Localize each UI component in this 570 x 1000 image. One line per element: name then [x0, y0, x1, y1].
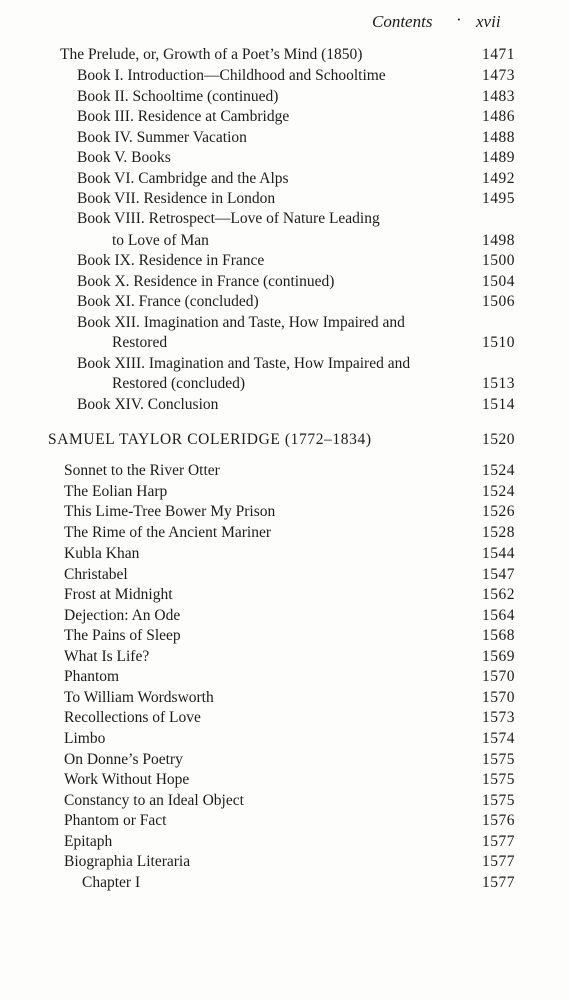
toc-entry-title: Frost at Midnight: [64, 586, 173, 603]
toc-entry-page: 1498: [482, 232, 515, 249]
toc-entry-page: 1574: [482, 730, 515, 747]
toc-entry-title: Book V. Books: [77, 149, 171, 166]
toc-entry-book: [0, 313, 570, 333]
toc-entry-title: Book VI. Cambridge and the Alps: [77, 170, 289, 187]
toc-entry-title: Book III. Residence at Cambridge: [77, 108, 290, 125]
toc-entry-title: Biographia Literaria: [64, 853, 191, 870]
toc-entry-book: [0, 209, 570, 229]
toc-entry-page: 1564: [482, 607, 515, 624]
toc-entry-book: [0, 87, 570, 107]
toc-entry-title: Book XIV. Conclusion: [77, 396, 219, 413]
toc-section-title: SAMUEL TAYLOR COLERIDGE (1772–1834): [48, 431, 372, 448]
toc-entry-title: Kubla Khan: [64, 545, 140, 562]
toc-entry-page: 1573: [482, 709, 515, 726]
toc-entry-page: 1570: [482, 689, 515, 706]
toc-entry-book: [0, 354, 570, 374]
toc-entry-title: Restored: [112, 334, 168, 351]
toc-entry-page: 1576: [482, 812, 515, 829]
toc-entry-page: 1528: [482, 524, 515, 541]
toc-entry-title: What Is Life?: [64, 648, 150, 665]
toc-entry-title: to Love of Man: [112, 232, 209, 249]
toc-entry-book: [0, 66, 570, 86]
toc-entry-page: 1492: [482, 170, 515, 187]
toc-entry-title: The Prelude, or, Growth of a Poet’s Mind (1850): [60, 46, 363, 63]
toc-entry-book: [0, 272, 570, 292]
toc-entry-page: 1575: [482, 792, 515, 809]
toc-entry-book: [0, 148, 570, 168]
toc-entry-page: 1562: [482, 586, 515, 603]
toc-entry-page: 1483: [482, 88, 515, 105]
toc-entry: [0, 482, 570, 502]
toc-entry-title: Sonnet to the River Otter: [64, 462, 220, 479]
toc-entry: [0, 585, 570, 605]
toc-entry-title: Constancy to an Ideal Object: [64, 792, 244, 809]
toc-entry: [0, 502, 570, 522]
toc-entry-page: 1488: [482, 129, 515, 146]
toc-entry-continuation: [0, 231, 570, 251]
toc-entry-page: 1577: [482, 874, 515, 891]
toc-entry-page: 1500: [482, 252, 515, 269]
toc-section-page: 1520: [482, 431, 515, 448]
toc-entry-book: [0, 169, 570, 189]
toc-entry-title: Work Without Hope: [64, 771, 190, 788]
page-number-roman: xvii: [476, 12, 501, 31]
toc-entry-title: The Pains of Sleep: [64, 627, 181, 644]
toc-entry-title: Book I. Introduction—Childhood and Schooltime: [77, 67, 386, 84]
toc-section-heading: [0, 430, 570, 450]
toc-entry-book: [0, 128, 570, 148]
toc-entry: [0, 688, 570, 708]
toc-entry: [0, 544, 570, 564]
toc-entry-title: Book IV. Summer Vacation: [77, 129, 247, 146]
toc-entry-page: 1486: [482, 108, 515, 125]
toc-entry-page: 1575: [482, 771, 515, 788]
toc-entry: [0, 729, 570, 749]
toc-entry-continuation: [0, 374, 570, 394]
toc-entry: [0, 606, 570, 626]
toc-entry-title: This Lime-Tree Bower My Prison: [64, 503, 276, 520]
toc-entry-page: 1506: [482, 293, 515, 310]
toc-entry-title: Book IX. Residence in France: [77, 252, 265, 269]
toc-entry-title: Limbo: [64, 730, 106, 747]
toc-entry: [0, 811, 570, 831]
toc-entry: [0, 626, 570, 646]
toc-entry-title: Phantom: [64, 668, 120, 685]
toc-entry-title: Restored (concluded): [112, 375, 245, 392]
toc-entry-page: 1514: [482, 396, 515, 413]
toc-entry-title: Book VII. Residence in London: [77, 190, 276, 207]
toc-entry-title: On Donne’s Poetry: [64, 751, 183, 768]
toc-entry-page: 1513: [482, 375, 515, 392]
toc-entry-page: 1570: [482, 668, 515, 685]
toc-entry-title: Book II. Schooltime (continued): [77, 88, 279, 105]
running-header: [372, 12, 532, 36]
toc-entry-book: [0, 107, 570, 127]
toc-entry: [0, 770, 570, 790]
toc-entry: [0, 832, 570, 852]
toc-entry-title: Book VIII. Retrospect—Love of Nature Leading: [77, 210, 380, 227]
toc-entry-page: 1495: [482, 190, 515, 207]
toc-entry-page: 1510: [482, 334, 515, 351]
toc-entry: [0, 461, 570, 481]
toc-entry-page: 1547: [482, 566, 515, 583]
toc-entry: [0, 852, 570, 872]
toc-entry: [0, 647, 570, 667]
toc-entry-title: The Rime of the Ancient Mariner: [64, 524, 272, 541]
toc-entry: [0, 667, 570, 687]
toc-entry-title: Book XII. Imagination and Taste, How Impaired and: [77, 314, 405, 331]
toc-entry-page: 1489: [482, 149, 515, 166]
toc-entry: [0, 708, 570, 728]
toc-entry: [0, 523, 570, 543]
running-header-title: Contents: [372, 12, 433, 31]
toc-entry-page: 1473: [482, 67, 515, 84]
toc-entry-page: 1524: [482, 483, 515, 500]
toc-entry-page: 1544: [482, 545, 515, 562]
toc-entry-title: Book XI. France (concluded): [77, 293, 259, 310]
toc-entry-page: 1568: [482, 627, 515, 644]
toc-entry-page: 1575: [482, 751, 515, 768]
toc-entry: [0, 750, 570, 770]
toc-entry-page: 1526: [482, 503, 515, 520]
toc-entry-title: Dejection: An Ode: [64, 607, 181, 624]
toc-entry-title: Book X. Residence in France (continued): [77, 273, 335, 290]
toc-entry-book: [0, 251, 570, 271]
toc-entry-title: To William Wordsworth: [64, 689, 214, 706]
toc-entry-continuation: [0, 333, 570, 353]
toc-entry-title: Chapter I: [82, 874, 141, 891]
toc-entry-title: The Eolian Harp: [64, 483, 168, 500]
toc-entry-book: [0, 395, 570, 415]
toc-entry-title: Epitaph: [64, 833, 113, 850]
toc-entry-prelude: [0, 45, 570, 65]
toc-entry-page: 1504: [482, 273, 515, 290]
toc-entry-page: 1471: [482, 46, 515, 63]
toc-entry: [0, 565, 570, 585]
toc-entry-chapter: [0, 873, 570, 893]
toc-entry-book: [0, 292, 570, 312]
toc-entry-page: 1524: [482, 462, 515, 479]
toc-entry-page: 1569: [482, 648, 515, 665]
toc-entry-page: 1577: [482, 853, 515, 870]
toc-entry-title: Phantom or Fact: [64, 812, 167, 829]
toc-entry-page: 1577: [482, 833, 515, 850]
toc-entry-book: [0, 189, 570, 209]
toc-entry: [0, 791, 570, 811]
toc-entry-title: Recollections of Love: [64, 709, 201, 726]
running-header-separator: ·: [456, 10, 462, 29]
toc-entry-title: Christabel: [64, 566, 128, 583]
toc-entry-title: Book XIII. Imagination and Taste, How Impaired and: [77, 355, 411, 372]
